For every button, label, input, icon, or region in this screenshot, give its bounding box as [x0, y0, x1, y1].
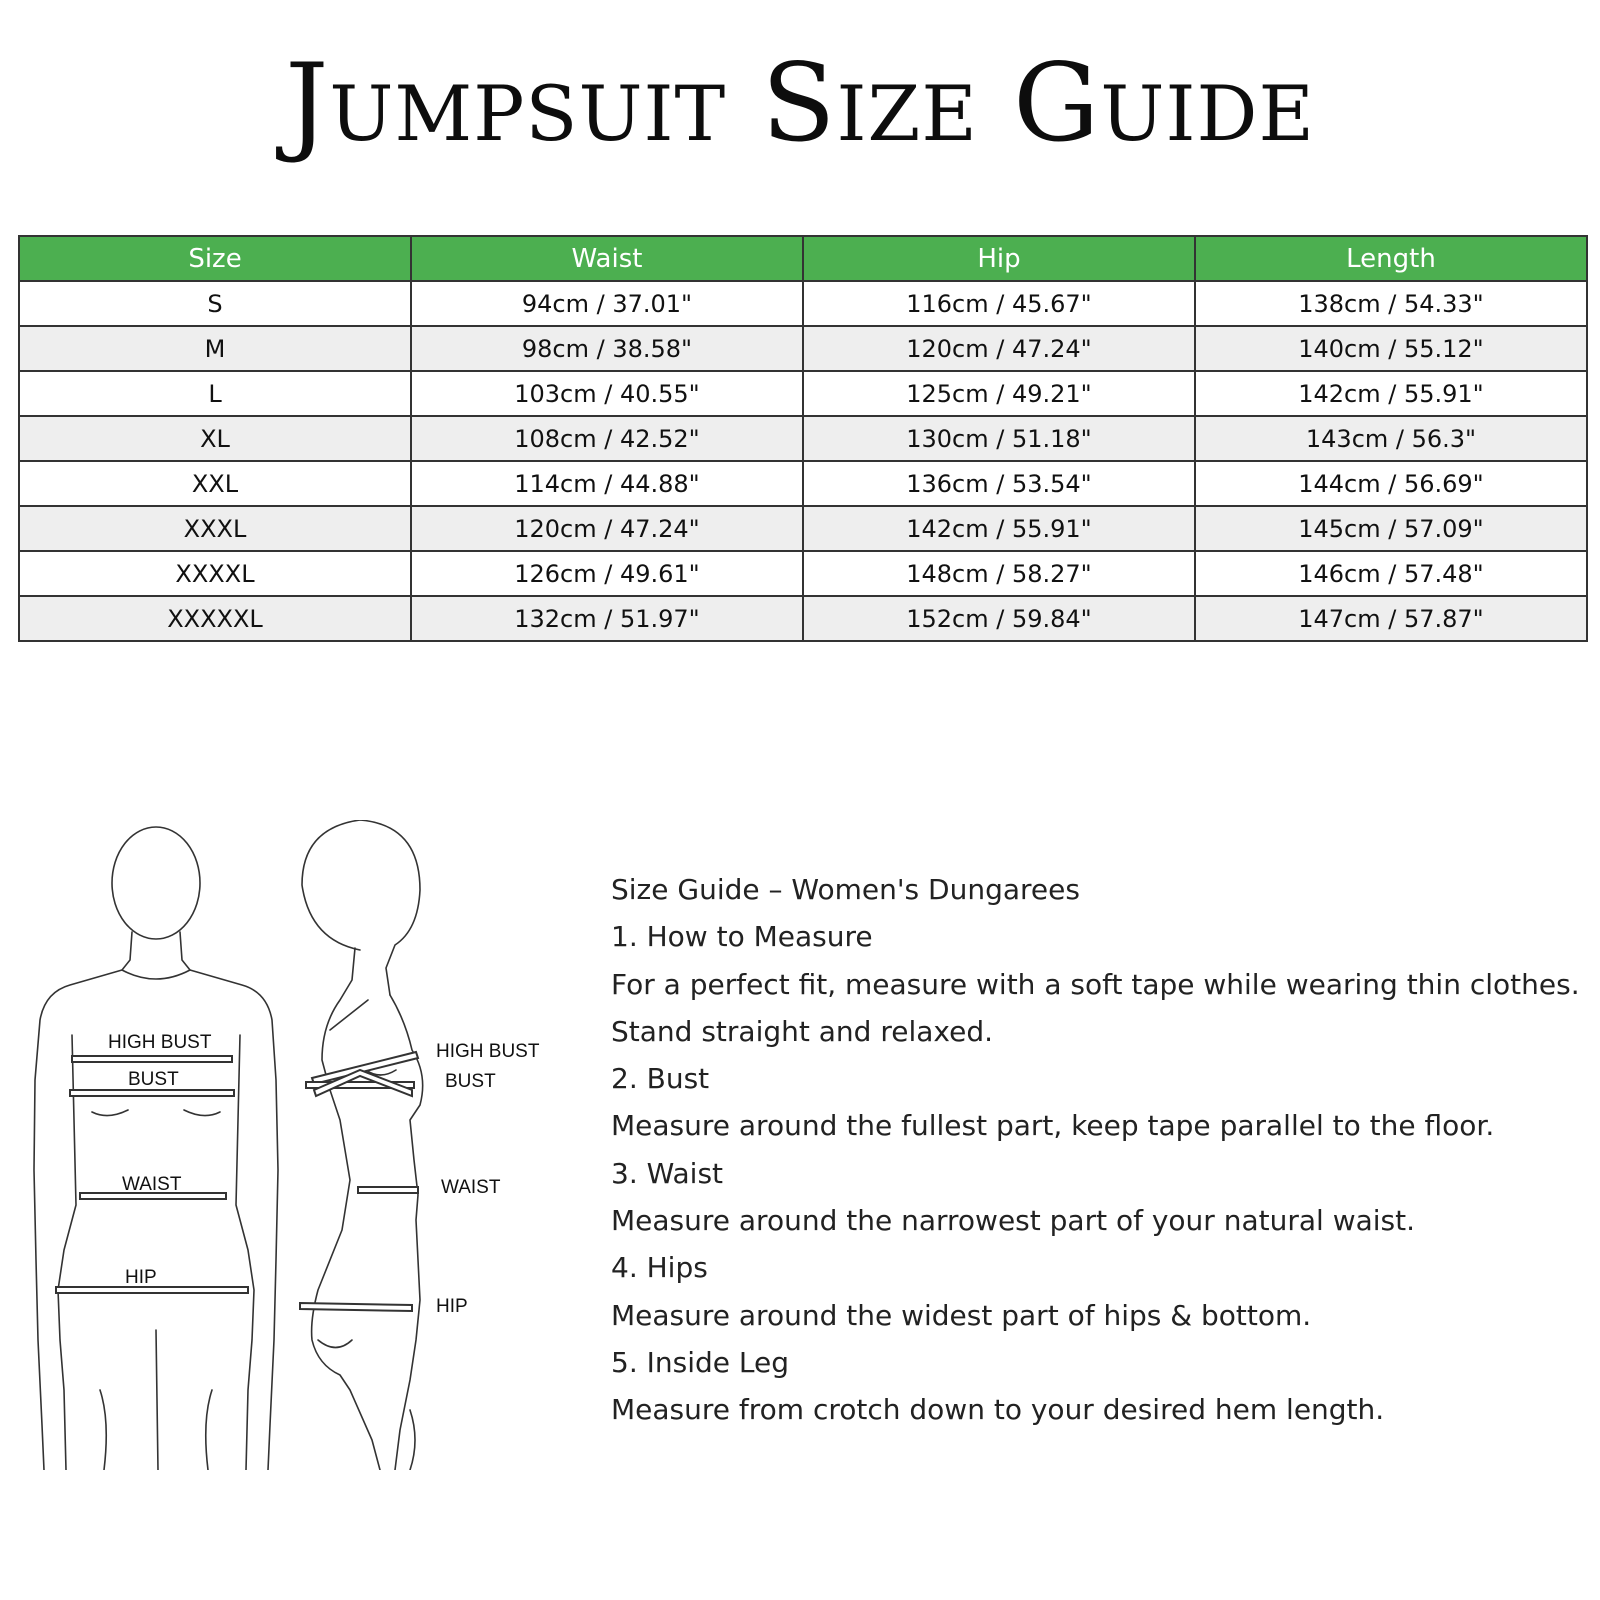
hip-cell: 120cm / 47.24" — [803, 326, 1195, 371]
guide-line: 3. Waist — [611, 1156, 724, 1190]
size-cell: XXXL — [19, 506, 411, 551]
hip-cell: 116cm / 45.67" — [803, 281, 1195, 326]
front-hip-label: HIP — [125, 1267, 157, 1288]
hip-cell: 125cm / 49.21" — [803, 371, 1195, 416]
table-row — [19, 371, 1587, 416]
size-guide-text — [611, 866, 1591, 1434]
table-row — [19, 416, 1587, 461]
table-row — [19, 551, 1587, 596]
hip-cell: 130cm / 51.18" — [803, 416, 1195, 461]
size-cell: S — [19, 281, 411, 326]
guide-line: Measure around the widest part of hips & bottom. — [611, 1298, 1312, 1332]
side-bust-label: BUST — [445, 1071, 496, 1092]
measurement-figures — [0, 820, 580, 1470]
waist-cell: 132cm / 51.97" — [411, 596, 803, 641]
waist-cell: 126cm / 49.61" — [411, 551, 803, 596]
front-high-bust-band — [72, 1056, 232, 1062]
waist-cell: 108cm / 42.52" — [411, 416, 803, 461]
size-cell: L — [19, 371, 411, 416]
hip-cell: 142cm / 55.91" — [803, 506, 1195, 551]
page-title: Jumpsuit Size Guide — [285, 41, 1315, 166]
guide-line: 1. How to Measure — [611, 920, 873, 954]
guide-line: 4. Hips — [611, 1251, 708, 1285]
waist-cell: 114cm / 44.88" — [411, 461, 803, 506]
body-diagram — [0, 820, 580, 1470]
size-cell: XXL — [19, 461, 411, 506]
size-cell: XXXXL — [19, 551, 411, 596]
length-cell: 142cm / 55.91" — [1195, 371, 1587, 416]
length-cell: 144cm / 56.69" — [1195, 461, 1587, 506]
guide-line: 2. Bust — [611, 1062, 710, 1096]
waist-cell: 98cm / 38.58" — [411, 326, 803, 371]
hip-cell: 136cm / 53.54" — [803, 461, 1195, 506]
waist-cell: 103cm / 40.55" — [411, 371, 803, 416]
size-cell: M — [19, 326, 411, 371]
table-row — [19, 281, 1587, 326]
hip-cell: 152cm / 59.84" — [803, 596, 1195, 641]
length-cell: 147cm / 57.87" — [1195, 596, 1587, 641]
size-cell: XL — [19, 416, 411, 461]
header-size: Size — [19, 236, 411, 281]
table-header-row — [19, 236, 1587, 281]
length-cell: 138cm / 54.33" — [1195, 281, 1587, 326]
side-hip-label: HIP — [436, 1296, 468, 1317]
guide-line: Size Guide – Women's Dungarees — [611, 873, 1080, 906]
side-high-bust-label: HIGH BUST — [436, 1041, 540, 1062]
length-cell: 145cm / 57.09" — [1195, 506, 1587, 551]
hip-cell: 148cm / 58.27" — [803, 551, 1195, 596]
guide-line: Measure from crotch down to your desired hem length. — [611, 1393, 1385, 1427]
size-table — [18, 235, 1588, 642]
table-row — [19, 506, 1587, 551]
guide-line: Measure around the fullest part, keep tape parallel to the floor. — [611, 1109, 1495, 1143]
front-waist-label: WAIST — [122, 1174, 182, 1195]
front-bust-band — [70, 1090, 234, 1096]
table-row — [19, 596, 1587, 641]
guide-line: 5. Inside Leg — [611, 1345, 789, 1379]
length-cell: 143cm / 56.3" — [1195, 416, 1587, 461]
side-figure — [302, 820, 423, 1470]
front-bust-label: BUST — [128, 1069, 179, 1090]
front-figure — [34, 827, 278, 1470]
side-waist-band — [358, 1187, 418, 1193]
side-waist-label: WAIST — [441, 1177, 501, 1198]
header-waist: Waist — [411, 236, 803, 281]
side-high-bust-band — [312, 1052, 418, 1084]
header-length: Length — [1195, 236, 1587, 281]
guide-line: For a perfect fit, measure with a soft tape while wearing thin clothes. — [611, 967, 1580, 1001]
guide-line: Measure around the narrowest part of your natural waist. — [611, 1204, 1416, 1238]
side-hip-band — [300, 1303, 412, 1311]
front-high-bust-label: HIGH BUST — [108, 1032, 212, 1053]
length-cell: 146cm / 57.48" — [1195, 551, 1587, 596]
table-row — [19, 326, 1587, 371]
table-row — [19, 461, 1587, 506]
size-cell: XXXXXL — [19, 596, 411, 641]
guide-line: Stand straight and relaxed. — [611, 1014, 993, 1048]
waist-cell: 120cm / 47.24" — [411, 506, 803, 551]
waist-cell: 94cm / 37.01" — [411, 281, 803, 326]
length-cell: 140cm / 55.12" — [1195, 326, 1587, 371]
header-hip: Hip — [803, 236, 1195, 281]
